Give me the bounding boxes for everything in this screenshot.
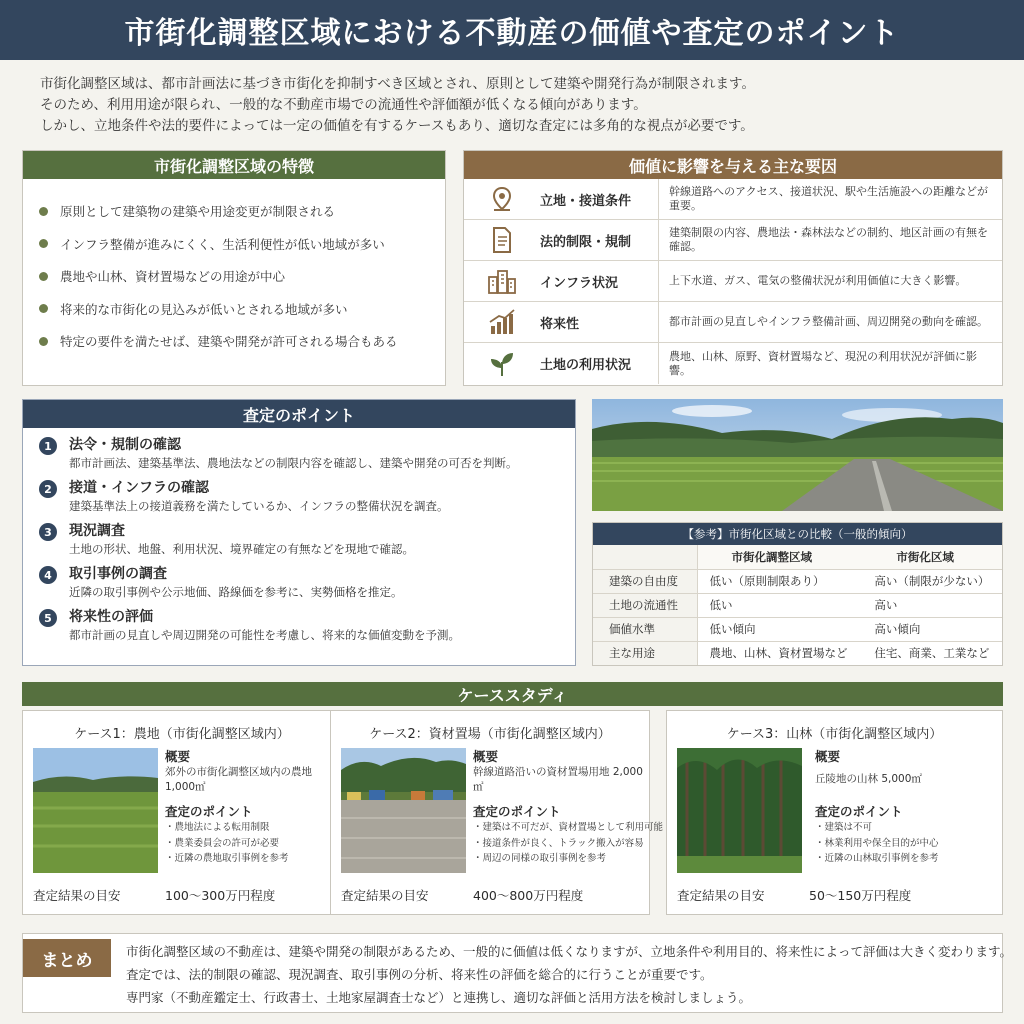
case-study-title: ケーススタディ xyxy=(22,682,1003,706)
result-label: 査定結果の目安 xyxy=(341,888,429,903)
bullet-dot-icon xyxy=(39,207,48,216)
points-label: 査定のポイント xyxy=(473,804,561,819)
point-item xyxy=(23,436,575,471)
bullet-item: ・農業委員会の許可が必要 xyxy=(165,837,280,849)
factor-row xyxy=(464,302,1002,343)
points-label: 査定のポイント xyxy=(815,804,903,819)
table-cell: 高い（制限が少ない） xyxy=(862,569,1002,593)
point-desc: 建築基準法上の接道義務を満たしているか、インフラの整備状況を調査。 xyxy=(69,499,449,513)
list-item: 原則として建築物の建築や用途変更が制限される xyxy=(39,195,429,228)
bullet-item: ・林業利用や保全目的が中心 xyxy=(815,837,939,849)
point-desc: 都市計画法、建築基準法、農地法などの制限内容を確認し、建築や開発の可否を判断。 xyxy=(69,456,518,470)
factor-row xyxy=(464,261,1002,302)
table-cell: 農地、山林、資材置場など xyxy=(709,646,848,661)
result-value: 50〜150万円程度 xyxy=(809,888,912,903)
features-panel xyxy=(22,150,446,386)
table-cell: 低い（原則制限あり） xyxy=(697,569,862,593)
bullet-dot-icon xyxy=(39,272,48,281)
point-item xyxy=(23,479,575,514)
summary-label: まとめ xyxy=(23,939,111,977)
factor-desc: 農地、山林、原野、資材置場など、現況の利用状況が評価に影響。 xyxy=(658,343,1002,384)
page-title: 市街化調整区域における不動産の価値や査定のポイント xyxy=(0,0,1024,60)
factors-title: 価値に影響を与える主な要因 xyxy=(464,151,1002,179)
overview-label: 概要 xyxy=(473,749,499,764)
point-title: 接道・インフラの確認 xyxy=(69,480,209,496)
point-desc: 土地の形状、地盤、利用状況、境界確定の有無などを現地で確認。 xyxy=(69,542,414,556)
empty-header-cell xyxy=(593,545,697,569)
bullet-item: ・農地法による転用制限 xyxy=(165,822,270,833)
overview-text: 郊外の市街化調整区域内の農地 1,000㎡ xyxy=(165,766,312,793)
bullet-dot-icon xyxy=(39,304,48,313)
result-label: 査定結果の目安 xyxy=(33,888,121,903)
compare-title: 【参考】市街化区域との比較（一般的傾向） xyxy=(593,523,1002,545)
intro-line: 市街化調整区域は、都市計画法に基づき市街化を抑制すべき区域とされ、原則として建築や開発行為が制限されます。 xyxy=(40,76,755,92)
compare-panel xyxy=(592,522,1003,666)
table-cell: 高い xyxy=(862,593,1002,617)
bullet-dot-icon xyxy=(39,337,48,346)
factor-desc: 幹線道路へのアクセス、接道状況、駅や生活施設への距離などが重要。 xyxy=(658,179,1002,219)
table-row xyxy=(593,617,1002,641)
points-label: 査定のポイント xyxy=(165,804,253,819)
summary-line: 査定では、法的制限の確認、現況調査、取引事例の分析、将来性の評価を総合的に行うことが重要です。 xyxy=(126,967,713,982)
bullet-item: ・建築は不可だが、資材置場として利用可能 xyxy=(473,822,664,833)
features-list xyxy=(23,179,445,358)
points-title: 査定のポイント xyxy=(23,400,575,428)
number-badge: 3 xyxy=(39,523,57,541)
factor-desc: 上下水道、ガス、電気の整備状況が利用価値に大きく影響。 xyxy=(658,261,1002,301)
list-item: 農地や山林、資材置場などの用途が中心 xyxy=(39,260,429,293)
factor-desc: 都市計画の見直しやインフラ整備計画、周辺開発の動向を確認。 xyxy=(658,302,1002,342)
table-cell: 低い xyxy=(697,593,862,617)
point-desc: 近隣の取引事例や公示地価、路線価を参考に、実勢価格を推定。 xyxy=(69,585,403,599)
point-title: 法令・規制の確認 xyxy=(69,437,181,453)
overview-text: 幹線道路沿いの資材置場用地 2,000㎡ xyxy=(473,766,643,793)
point-title: 将来性の評価 xyxy=(69,609,153,625)
intro-line: しかし、立地条件や法的要件によっては一定の価値を有するケースもあり、適切な査定には多角的な視点が必要です。 xyxy=(40,118,754,134)
case-card-forest xyxy=(666,710,1003,915)
points-panel xyxy=(22,399,576,666)
point-title: 現況調査 xyxy=(69,523,125,539)
column-header: 市街化区域 xyxy=(862,545,1002,569)
table-row xyxy=(593,569,1002,593)
factor-row xyxy=(464,179,1002,220)
table-header-row xyxy=(593,545,1002,569)
table-row xyxy=(593,593,1002,617)
summary-text xyxy=(126,940,1013,1009)
summary-panel xyxy=(22,933,1013,1013)
factor-label: インフラ状況 xyxy=(540,275,619,291)
factor-label: 法的制限・規制 xyxy=(540,234,632,250)
point-item xyxy=(23,522,575,557)
table-row xyxy=(593,641,1002,665)
bullet-dot-icon xyxy=(39,239,48,248)
row-header: 価値水準 xyxy=(593,617,697,641)
number-badge: 5 xyxy=(39,609,57,627)
storage-yard-photo xyxy=(341,748,466,873)
point-title: 取引事例の調査 xyxy=(69,566,167,582)
location-pin-icon xyxy=(488,185,516,213)
row-header: 建築の自由度 xyxy=(593,569,697,593)
summary-line: 市街化調整区域の不動産は、建築や開発の制限があるため、一般的に価値は低くなりますが、立地条件や利用目的、将来性によって評価は大きく変わります。 xyxy=(126,944,1013,959)
list-item: 特定の要件を満たせば、建築や開発が許可される場合もある xyxy=(39,325,429,358)
bullet-item: ・近隣の農地取引事例を参考 xyxy=(165,853,289,864)
factor-label: 土地の利用状況 xyxy=(540,358,632,373)
case-title: ケース1：農地（市街化調整区域内） xyxy=(74,727,290,742)
leaf-icon xyxy=(489,350,515,378)
number-badge: 4 xyxy=(39,566,57,584)
factor-desc: 建築制限の内容、農地法・森林法などの制約、地区計画の有無を確認。 xyxy=(658,220,1002,260)
document-icon xyxy=(489,226,515,254)
factors-panel xyxy=(463,150,1003,386)
summary-line: 専門家（不動産鑑定士、行政書士、土地家屋調査士など）と連携し、適切な評価と活用方法を検討しましょう。 xyxy=(126,990,752,1005)
result-value: 400〜800万円程度 xyxy=(473,888,584,903)
overview-text: 丘陵地の山林 5,000㎡ xyxy=(815,773,922,785)
buildings-icon xyxy=(486,267,518,295)
list-item: 将来的な市街化の見込みが低いとされる地域が多い xyxy=(39,293,429,326)
point-item xyxy=(23,565,575,600)
point-desc: 都市計画の見直しや周辺開発の可能性を考慮し、将来的な価値変動を予測。 xyxy=(69,628,460,642)
intro-line: そのため、利用用途が限られ、一般的な不動産市場での流通性や評価額が低くなる傾向があります。 xyxy=(40,97,647,113)
row-header: 主な用途 xyxy=(593,641,697,665)
point-item xyxy=(23,608,575,643)
table-cell: 住宅、商業、工業など xyxy=(874,646,990,661)
list-item: インフラ整備が進みにくく、生活利便性が低い地域が多い xyxy=(39,228,429,261)
factor-label: 将来性 xyxy=(540,316,580,332)
result-label: 査定結果の目安 xyxy=(677,888,765,903)
number-badge: 2 xyxy=(39,480,57,498)
case-title: ケース2：資材置場（市街化調整区域内） xyxy=(369,727,611,742)
intro-text xyxy=(40,74,1000,137)
column-header: 市街化調整区域 xyxy=(697,545,862,569)
result-value: 100〜300万円程度 xyxy=(165,888,276,903)
case-title: ケース3：山林（市街化調整区域内） xyxy=(726,727,943,742)
table-cell: 高い傾向 xyxy=(862,617,1002,641)
case-card-farmland xyxy=(22,710,342,915)
landscape-photo xyxy=(592,399,1003,511)
row-header: 土地の流通性 xyxy=(593,593,697,617)
factor-row xyxy=(464,343,1002,384)
factor-row xyxy=(464,220,1002,261)
overview-label: 概要 xyxy=(815,749,841,764)
bullet-item: ・周辺の同様の取引事例を参考 xyxy=(473,853,607,864)
growth-chart-icon xyxy=(487,308,517,336)
overview-label: 概要 xyxy=(165,749,191,764)
bullet-item: ・接道条件が良く、トラック搬入が容易 xyxy=(473,837,644,849)
case-card-storage-yard xyxy=(330,710,664,915)
factor-label: 立地・接道条件 xyxy=(540,193,632,209)
farmland-photo xyxy=(33,748,158,873)
features-title: 市街化調整区域の特徴 xyxy=(23,151,445,179)
bullet-item: ・建築は不可 xyxy=(815,822,873,833)
bullet-item: ・近隣の山林取引事例を参考 xyxy=(815,853,939,864)
forest-photo xyxy=(677,748,802,873)
table-cell: 低い傾向 xyxy=(697,617,862,641)
compare-table xyxy=(593,545,1002,665)
number-badge: 1 xyxy=(39,437,57,455)
